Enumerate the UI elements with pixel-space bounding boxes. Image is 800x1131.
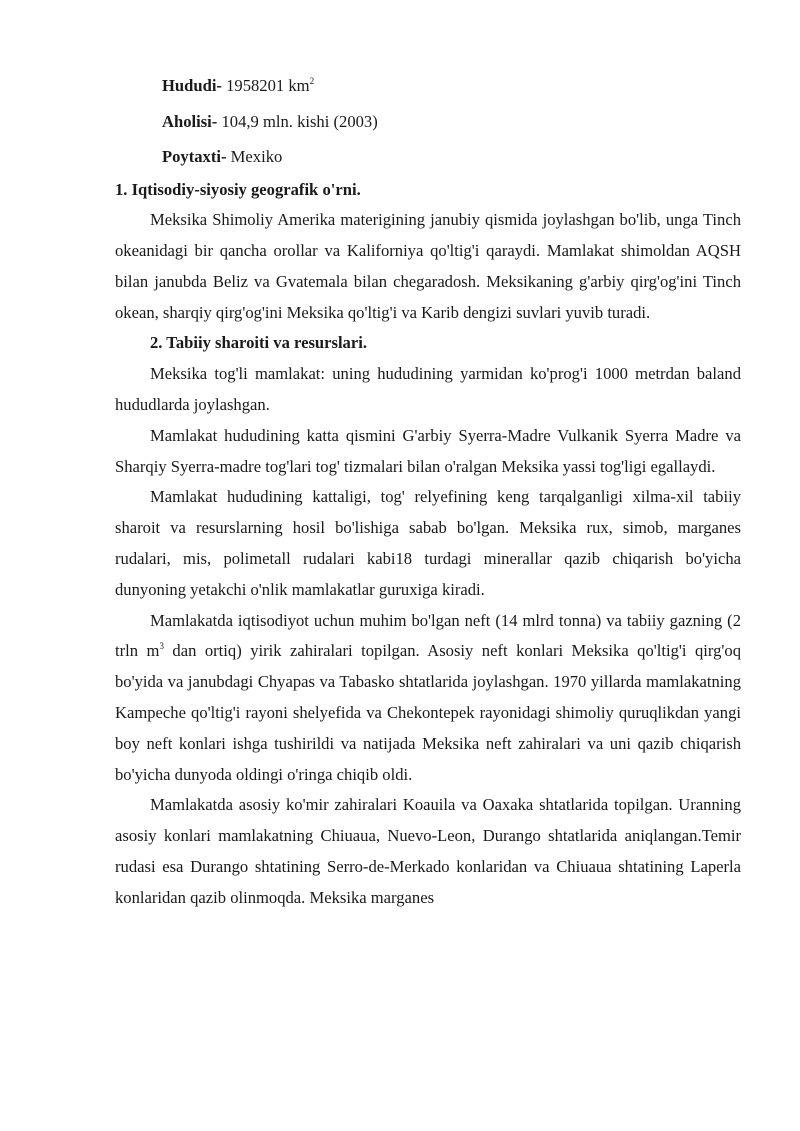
coal-uranium-paragraph: Mamlakatda asosiy ko'mir zahiralari Koauila va Oaxaka shtatlarida topilgan. Uranning asosiy konlari mamlakatning Chiuaua, Nuevo-Leon, Durango shtatlarida aniqlangan.Temir rudasi esa Durango shtatining Serro-de-Merkado konlaridan va Chiuaua shtatining Laperla konlaridan qazib olinmoqda. Meksika marganes: [115, 795, 741, 907]
relief-paragraph: Meksika tog'li mamlakat: uning hududining yarmidan ko'prog'i 1000 metrdan baland hududlarda joylashgan.: [115, 364, 741, 415]
population-label: Aholisi-: [162, 111, 218, 131]
area-label: Hududi-: [162, 76, 222, 95]
population-value: 104,9 mln. kishi (2003): [217, 111, 378, 131]
document-page: [115, 68, 741, 914]
capital-line: [115, 139, 741, 175]
mountains-paragraph: Mamlakat hududining katta qismini G'arbiy Syerra-Madre Vulkanik Syerra Madre va Sharqiy Syerra-madre tog'lari tog' tizmalari bilan o'ralgan Meksika yassi tog'ligi egallaydi.: [115, 425, 741, 476]
area-line: [115, 68, 741, 104]
section-1-heading-dot: .: [356, 179, 361, 199]
section-2-heading: 2. Tabiiy sharoiti va resurslari.: [150, 333, 367, 353]
capital-label: Poytaxti-: [162, 147, 227, 166]
oil-gas-text-end: dan ortiq) yirik zahiralari topilgan. Asosiy neft konlari Meksika qo'ltig'i qirg'oq bo'yida va janubdagi Chyapas va Tabasko shtatlarida joylashgan. 1970 yillarda mamlakatning Kampeche qo'ltig'i rayoni shelyefida va Chekontepek rayonidagi shimoliy quruqlikdan yangi boy neft konlari ishga tushirildi va natijada Meksika neft zahiralari va uni qazib chiqarish bo'yicha dunyoda oldingi o'ringa chiqib oldi.: [115, 641, 741, 784]
section-1-heading-text: 1. Iqtisodiy-siyosiy geografik o'rni: [115, 179, 357, 199]
oil-gas-text-start: Mamlakatda iqtisodiyot uchun muhim bo'lgan neft (14 mlrd tonna) va tabiiy gazning (2 trln m: [115, 610, 741, 661]
section-1-heading: [115, 175, 741, 206]
capital-value: Mexiko: [226, 147, 283, 166]
section-1-paragraph: Meksika Shimoliy Amerika materigining janubiy qismida joylashgan bo'lib, unga Tinch okeanidagi bir qancha orollar va Kaliforniya qo'ltig'i qaraydi. Mamlakat shimoldan AQSH bilan janubda Beliz va Gvatemala bilan chegaradosh. Meksikaning g'arbiy qirg'og'ini Tinch okean, sharqiy qirg'og'ini Meksika qo'ltig'i va Karib dengizi suvlari yuvib turadi.: [115, 210, 741, 322]
population-line: [115, 104, 741, 140]
cubic-superscript: 3: [159, 641, 164, 652]
minerals-paragraph: Mamlakat hududining kattaligi, tog' relyefining keng tarqalganligi xilma-xil tabiiy sharoit va resurslarning hosil bo'lishiga sabab bo'lgan. Meksika rux, simob, marganes rudalari, mis, polimetall rudalari kabi18 turdagi minerallar qazib chiqarish bo'yicha dunyoning yetakchi o'nlik mamlakatlar guruxiga kiradi.: [115, 487, 741, 599]
area-value: 1958201 km: [221, 76, 310, 95]
oil-gas-paragraph: [115, 606, 741, 791]
area-unit-superscript: 2: [309, 76, 315, 86]
